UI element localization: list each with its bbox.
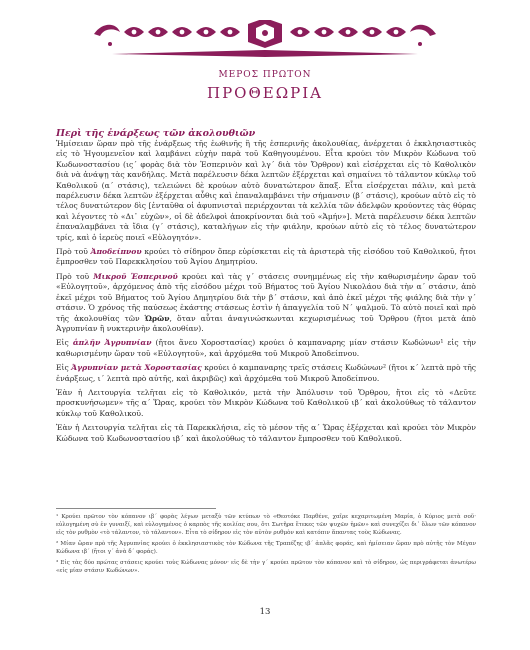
- paragraph-2-highlight: Ἀποδείπνου: [90, 247, 142, 257]
- footnote-3: ³ Εἰς τὰς δύο πρώτας στάσεις κρούει τοὺς Κώδωνας μόνον· εἰς δὲ τὴν γ΄ κρούει πρῶτον τὸν κόπανον καὶ τὸ σίδηρον, ὡς περιγράφεται ἀνωτέρω «εἰς μίαν στάσιν Κωδώνων».: [56, 560, 476, 574]
- paragraph-4-text: Εἰς: [56, 338, 73, 348]
- page-title: ΠΡΟΘΕΩΡΙΑ: [206, 84, 323, 102]
- decorative-ornament-border: [90, 20, 440, 60]
- section-heading: Περὶ τῆς ἐνάρξεως τῶν ἀκολουθιῶν: [56, 128, 256, 139]
- paragraph-3-rest: κρούει καὶ τὰς γ΄ στάσεις συνημμένως εἰς τὴν καθωρισμένην ὥραν τοῦ «Εὐλογητοῦ», ἀρχόμενος ἀπὸ τῆς εἰσόδου μέχρι τοῦ Βήματος τοῦ Ἁγίου Νικολάου διὰ τὴν α΄ στάσιν, ἀπὸ ἐκεῖ μέχρι τοῦ Βήματος τοῦ Ἁγίου Δημητρίου διὰ τὴν β΄ στάσιν, καὶ ἀπὸ ἐκεῖ μέχρι τῆς φιάλης διὰ τὴν γ΄ στάσιν. Ὁ χρόνος τῆς παύσεως ἑκάστης στάσεως ἐστὶν ἡ ἀπαγγελία τοῦ Ν΄ ψαλμοῦ. Τὸ αὐτὸ ποιεῖ καὶ πρὸ τῆς ἀκολουθίας τῶν: [56, 271, 476, 323]
- footnote-2: ² Μίαν ὥραν πρὸ τῆς Ἀγρυπνίας κρούει ὁ ἐκκλησιαστικὸς τὸν Κώδωνα τῆς Τραπέζης ιβ΄ ἁπλᾶς φοράς, καὶ ἡμίσειαν ὥραν πρὸ αὐτῆς τὸν Μέγαν Κώδωνα ιβ΄ (ἤτοι γ΄ ἀνὰ δ΄ φοράς).: [56, 541, 476, 555]
- paragraph-2: [56, 247, 476, 268]
- paragraph-4-highlight: ἁπλῆν Ἀγρυπνίαν: [72, 338, 152, 348]
- footnote-rule: [56, 508, 216, 509]
- paragraph-3: [56, 272, 476, 334]
- paragraph-2-rest: κρούει τὸ σίδηρον ὅπερ εὑρίσκεται εἰς τὰ ἀριστερὰ τῆς εἰσόδου τοῦ Καθολικοῦ, ἤτοι ἔμπροσθεν τοῦ Παρεκκλησίου τοῦ Ἁγίου Δημητρίου.: [56, 247, 476, 267]
- paragraph-5: [56, 363, 476, 384]
- paragraph-4: [56, 338, 476, 359]
- paragraph-6: Ἐὰν ἡ Λειτουργία τελῆται εἰς τὸ Καθολικόν, μετὰ τὴν Ἀπόλυσιν τοῦ Ὄρθρου, ἤτοι εἰς τὸ «Δεῦτε προσκυνήσωμεν» τῆς α΄ Ὥρας, κρούει τὸν Μικρὸν Κώδωνα τοῦ Καθολικοῦ ιβ΄ καὶ ἀκολούθως τὸ τάλαντον κύκλῳ τοῦ Καθολικοῦ.: [56, 387, 476, 418]
- paragraph-3-tail: , ὅταν αὗται ἀναγινώσκωνται κεχωρισμένως τοῦ Ὄρθρου (ἤτοι μετὰ ἀπὸ Ἀγρυπνίαν ἢ νυκτερινὴν ἀκολουθίαν).: [56, 313, 476, 333]
- paragraph-5-rest: κρούει ὁ καμπαναρης τρεῖς στάσεις Κωδώνων² (ἤτοι κ΄ λεπτὰ πρὸ τῆς ἐνάρξεως, ι΄ λεπτὰ πρὸ αὐτῆς, καὶ ἀκριβῶς) καὶ ἀρχόμεθα τοῦ Μικροῦ Ἀποδείπνου.: [56, 363, 476, 383]
- paragraph-5-text: Εἰς: [56, 363, 72, 373]
- paragraph-4-rest: (ἤτοι ἄνευ Χοροστασίας) κρούει ὁ καμπαναρης μίαν στάσιν Κωδώνων¹ εἰς τὴν καθωρισμένην ὥραν τοῦ «Εὐλογητοῦ», καὶ ἀρχόμεθα τοῦ Μικροῦ Ἀποδείπνου.: [56, 338, 477, 358]
- footnote-1: ¹ Κρούει πρῶτον τὸν κόπανον ιβ΄ φορὰς λέγων μεταξὺ τῶν κτύπων τὸ «Θεοτόκε Παρθένε, χαῖρε κεχαριτωμένη Μαρία, ὁ Κύριος μετὰ σοῦ· εὐλογημένη σὺ ἐν γυναιξί, καὶ εὐλογημένος ὁ καρπὸς τῆς κοιλίας σου, ὅτι Σωτῆρα ἔτεκες τῶν ψυχῶν ἡμῶν» καὶ συνεχίζει δι᾽ ὅλων τῶν κόπανον εἰς τὸν ρυθμὸν «τὸ τάλαντον, τὸ τάλαντον». Εἶτα τὸ σίδηρον εἰς τὸν αὐτὸν ρυθμὸν καὶ κατόπιν ἅπαντας τοὺς Κώδωνας.: [56, 514, 476, 536]
- paragraph-3-text: Πρὸ τοῦ: [56, 271, 94, 281]
- paragraph-3-highlight: Μικροῦ Ἑσπερινοῦ: [93, 271, 178, 281]
- paragraph-7: Ἐὰν ἡ Λειτουργία τελῆται εἰς τὰ Παρεκκλήσια, εἰς τὸ μέσον τῆς α΄ Ὥρας ἐξέρχεται καὶ κρούει τὸν Μικρὸν Κώδωνα τοῦ Κωδωνοστασίου ιβ΄ καὶ ἀκολούθως τὸ τάλαντον ἔμπροσθεν τοῦ Καθολικοῦ.: [56, 423, 476, 443]
- paragraph-3-bold: Ὡρῶν: [144, 313, 170, 323]
- paragraph-2-text: Πρὸ τοῦ: [56, 247, 91, 257]
- main-text: [56, 128, 476, 448]
- footnotes: [56, 513, 476, 578]
- paragraph-1: Ἡμίσειαν ὥραν πρὸ τῆς ἐνάρξεως τῆς ἑωθινῆς ἢ τῆς ἑσπερινῆς ἀκολουθίας, ἀνέρχεται ὁ ἐκκλησιαστικὸς εἰς τὸ Ἡγουμενεῖον καὶ λαμβάνει εὐχὴν παρὰ τοῦ Καθηγουμένου. Εἶτα κρούει τὸν Μικρὸν Κώδωνα τοῦ Κωδωνοστασίου (ις΄ φορὰς διὰ τὸν Ἑσπερινὸν καὶ λγ΄ διὰ τὸν Ὄρθρον) καὶ εἰσέρχεται εἰς τὸ Καθολικὸν διὰ νὰ ἀνάψῃ τὰς κανδήλας. Μετὰ παρέλευσιν δέκα λεπτῶν ἐξέρχεται καὶ σημαίνει τὸ τάλαντον κύκλῳ τοῦ Καθολικοῦ (α΄ στάσις), τελειώνει δὲ κρούων αὐτὸ δυνατώτερον ἅπαξ. Εἶτα εἰσέρχεται πάλιν, καὶ μετὰ παρέλευσιν δέκα λεπτῶν ἐξέρχεται αὖθις καὶ ἐπαναλαμβάνει τὴν σήμανσιν (β΄ στάσις), κρούων αὐτὸ εἰς τὸ τέλος δυνατώτερον δὶς [ἐνταῦθα οἱ ἀφυπνισταὶ περιέρχονται τὰ κελλία τῶν ἀδελφῶν κρούοντες τὰς θύρας καὶ λέγοντες τὸ «Δι᾽ εὐχῶν», οἱ δὲ ἀδελφοὶ ἀποκρίνονται διὰ τοῦ «Ἀμήν»]. Μετὰ παρέλευσιν δέκα λεπτῶν ἐπαναλαμβάνει τὰ ἴδια (γ΄ στάσις), καταλήγων εἰς τὴν φιάλην, κρούων αὐτὸ εἰς τὸ τέλος δυνατώτερον τρίς, καὶ ὁ ἱερεὺς ποιεῖ «Εὐλογητόν».: [56, 139, 476, 242]
- part-label: ΜΕΡΟΣ ΠΡΩΤΟΝ: [218, 70, 312, 80]
- paragraph-5-highlight: Ἀγρυπνίαν μετὰ Χοροστασίας: [71, 363, 202, 373]
- page-number: 13: [259, 607, 271, 617]
